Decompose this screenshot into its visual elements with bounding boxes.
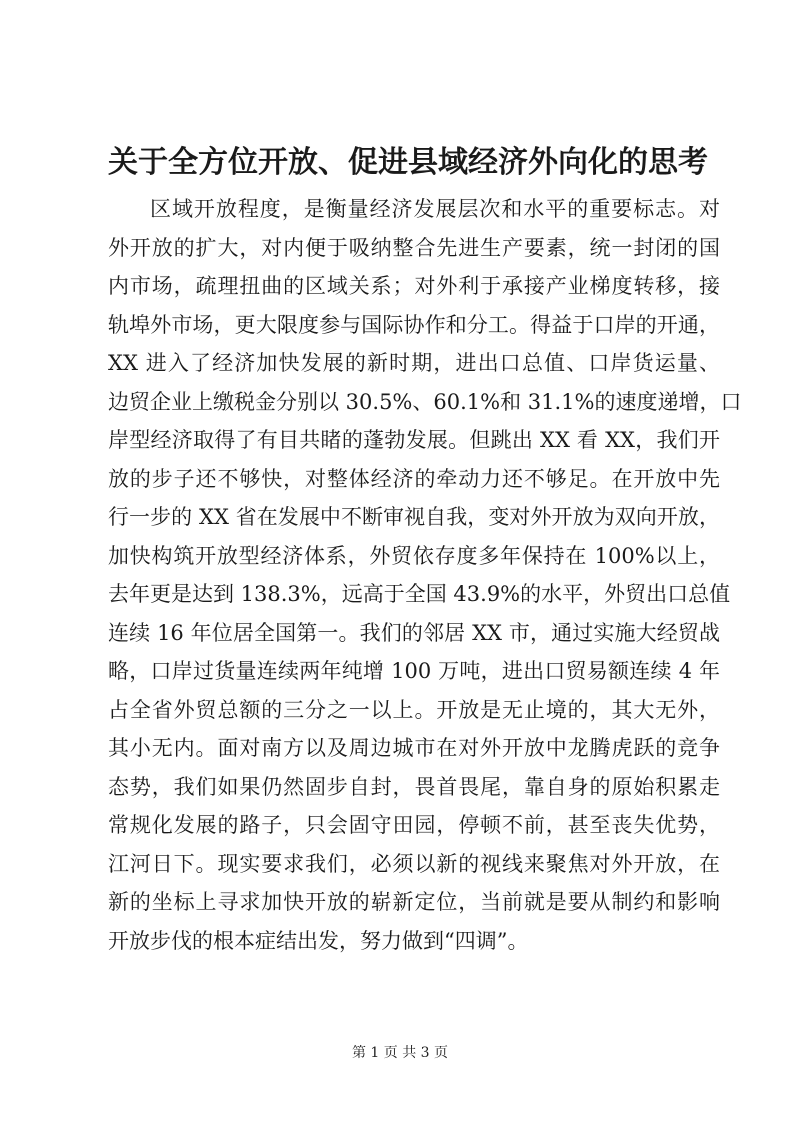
page-footer: 第 1 页 共 3 页 [351,1045,449,1061]
paragraph-line: 放的步子还不够快，对整体经济的牵动力还不够足。在开放中先 [108,466,720,491]
paragraph-line: 轨埠外市场，更大限度参与国际协作和分工。得益于口岸的开通， [108,312,720,337]
paragraph-line: 岸型经济取得了有目共睹的蓬勃发展。但跳出 XX 看 XX，我们开 [108,428,720,452]
body-paragraph [108,190,742,960]
paragraph-line: XX 进入了经济加快发展的新时期，进出口总值、口岸货运量、 [108,351,720,375]
paragraph-line: 略，口岸过货量连续两年纯增 100 万吨，进出口贸易额连续 4 年 [108,659,720,683]
paragraph-line: 加快构筑开放型经济体系，外贸依存度多年保持在 100%以上， [108,543,720,568]
paragraph-line: 去年更是达到 138.3%，远高于全国 43.9%的水平，外贸出口总值 [108,582,731,606]
paragraph-line: 区域开放程度，是衡量经济发展层次和水平的重要标志。对 [150,197,720,221]
paragraph-line: 行一步的 XX 省在发展中不断审视自我，变对外开放为双向开放， [108,505,720,529]
paragraph-line: 新的坐标上寻求加快开放的崭新定位，当前就是要从制约和影响 [108,890,720,914]
paragraph-line: 占全省外贸总额的三分之一以上。开放是无止境的，其大无外， [108,697,720,722]
paragraph-line: 内市场，疏理扭曲的区域关系；对外利于承接产业梯度转移，接 [108,274,720,298]
paragraph-line: 连续 16 年位居全国第一。我们的邻居 XX 市，通过实施大经贸战 [108,620,720,645]
paragraph-line: 常规化发展的路子，只会固守田园，停顿不前，甚至丧失优势， [108,813,720,837]
paragraph-line: 开放步伐的根本症结出发，努力做到“四调”。 [108,928,529,953]
document-title: 关于全方位开放、促进县域经济外向化的思考 [108,145,708,180]
paragraph-line: 外开放的扩大，对内便于吸纳整合先进生产要素，统一封闭的国 [108,235,720,260]
paragraph-line: 其小无内。面对南方以及周边城市在对外开放中龙腾虎跃的竞争 [108,736,720,760]
paragraph-line: 江河日下。现实要求我们，必须以新的视线来聚焦对外开放，在 [108,851,720,876]
paragraph-line: 边贸企业上缴税金分别以 30.5%、60.1%和 31.1%的速度递增，口 [108,389,742,414]
paragraph-line: 态势，我们如果仍然固步自封，畏首畏尾，靠自身的原始积累走 [108,774,720,799]
